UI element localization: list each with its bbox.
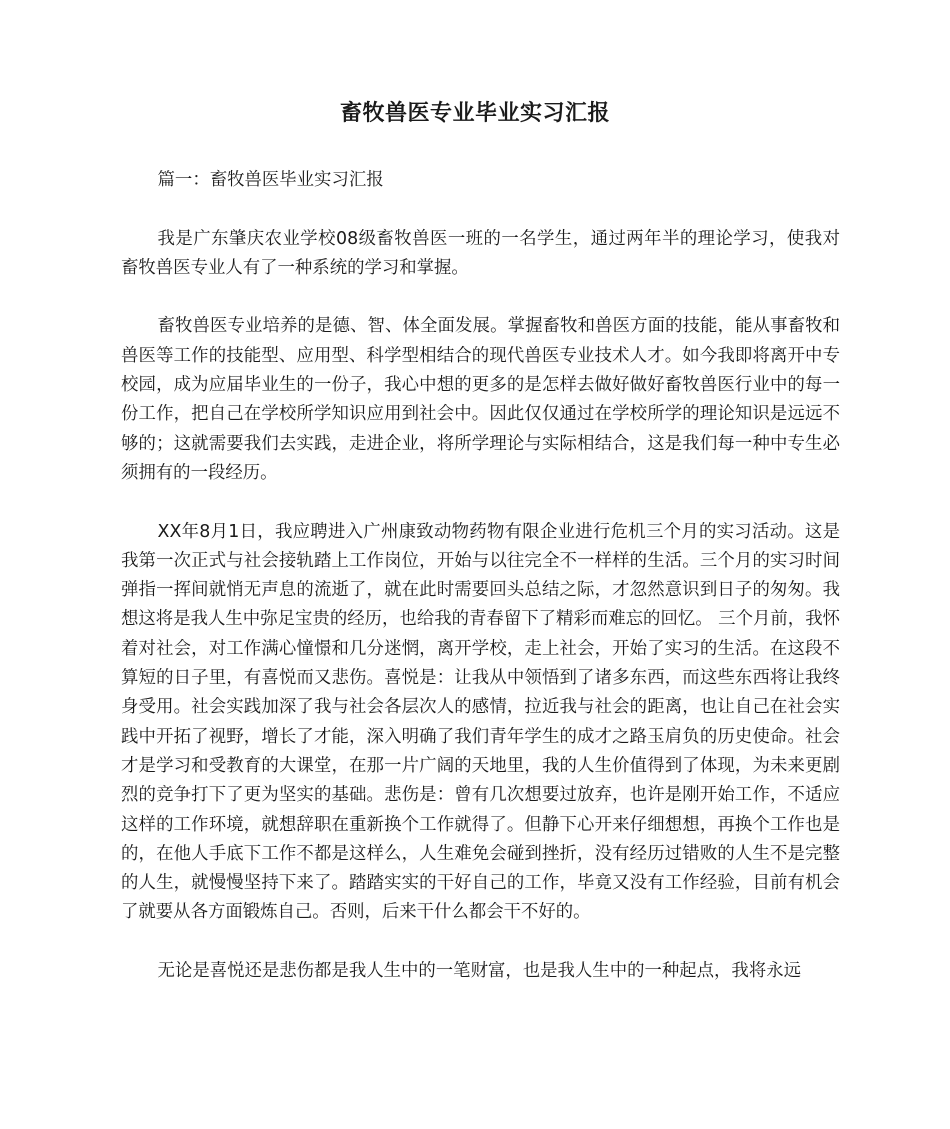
document-body (121, 166, 840, 1016)
paragraph-internship: XX年8月1日，我应聘进入广州康致动物药物有限企业进行危机三个月的实习活动。这是我第一次正式与社会接轨踏上工作岗位，开始与以往完全不一样样的生活。三个月的实习时间弹指一挥间就悄无声息的流逝了，就在此时需要回头总结之际，才忽然意识到日子的匆匆。我想这将是我人生中弥足宝贵的经历，也给我的青春留下了精彩而难忘的回忆。 三个月前，我怀着对社会，对工作满心憧憬和几分迷惘，离开学校，走上社会，开始了实习的生活。在这段不算短的日子里，有喜悦而又悲伤。喜悦是：让我从中领悟到了诸多东西，而这些东西将让我终身受用。社会实践加深了我与社会各层次人的感情，拉近我与社会的距离，也让自己在社会实践中开拓了视野，增长了才能，深入明确了我们青年学生的成才之路玉肩负的历史使命。社会才是学习和受教育的大课堂，在那一片广阔的天地里，我的人生价值得到了体现，为未来更剧烈的竞争打下了更为坚实的基础。悲伤是：曾有几次想要过放弃，也许是刚开始工作，不适应这样的工作环境，就想辞职在重新换个工作就得了。但静下心开来仔细想想，再换个工作也是的，在他人手底下工作不都是这样么，人生难免会碰到挫折，没有经历过错败的人生不是完整的人生，就慢慢坚持下来了。踏踏实实的干好自己的工作，毕竟又没有工作经验，目前有机会了就要从各方面锻炼自己。否则，后来干什么都会干不好的。 (121, 521, 840, 923)
paragraph-intro: 我是广东肇庆农业学校08级畜牧兽医一班的一名学生，通过两年半的理论学习，使我对畜牧兽医专业人有了一种系统的学习和掌握。 (121, 228, 840, 278)
paragraph-conclusion: 无论是喜悦还是悲伤都是我人生中的一笔财富，也是我人生中的一种起点，我将永远 (157, 961, 801, 982)
document-title: 畜牧兽医专业毕业实习汇报 (339, 101, 610, 126)
paragraph-major: 畜牧兽医专业培养的是德、智、体全面发展。掌握畜牧和兽医方面的技能，能从事畜牧和兽医等工作的技能型、应用型、科学型相结合的现代兽医专业技术人才。如今我即将离开中专校园，成为应届毕业生的一份子，我心中想的更多的是怎样去做好做好畜牧兽医行业中的每一份工作，把自己在学校所学知识应用到社会中。因此仅仅通过在学校所学的理论知识是远远不够的；这就需要我们去实践，走进企业，将所学理论与实际相结合，这是我们每一种中专生必须拥有的一段经历。 (121, 316, 840, 483)
subtitle: 篇一：畜牧兽医毕业实习汇报 (157, 170, 384, 190)
